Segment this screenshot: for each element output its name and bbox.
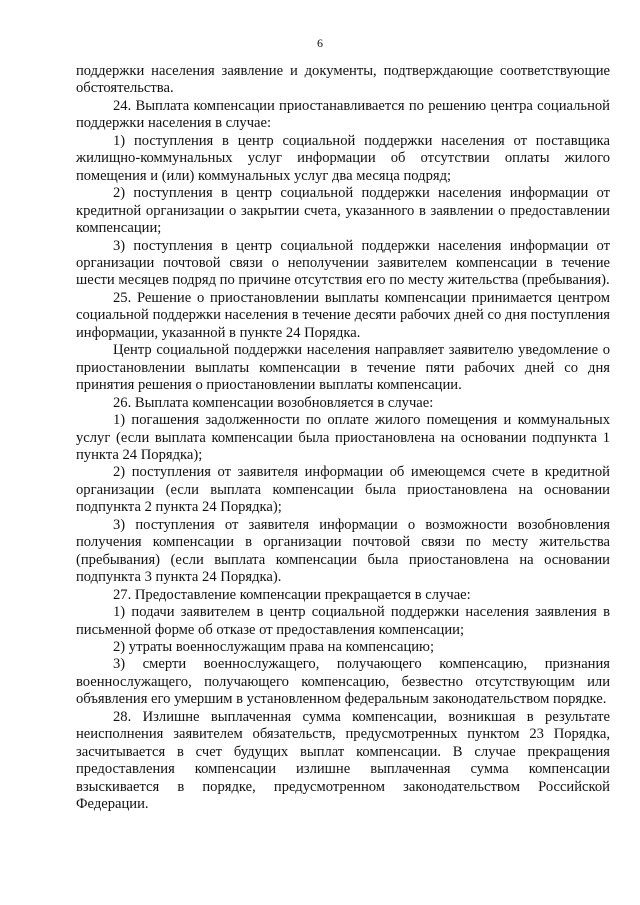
paragraph-item-26: 26. Выплата компенсации возобновляется в случае: [113, 394, 434, 411]
paragraph-subitem-26-3: 3) поступления от заявителя информации о возможности возобновления получения компенсации в организации почтовой связи по месту жительства (пребывания) (если выплата компенсации была приостановлена на основании подпункта 3 пункта 24 Порядка). [76, 516, 610, 586]
document-body [76, 63, 610, 813]
paragraph-subitem-27-1: 1) подачи заявителем в центр социальной поддержки населения заявления в письменной форме об отказе от предоставления компенсации; [76, 604, 610, 638]
paragraph-continuation: поддержки населения заявление и документы, подтверждающие соответствующие обстоятельства. [76, 63, 610, 97]
paragraph-subitem-27-3: 3) смерти военнослужащего, получающего компенсацию, признания военнослужащего, получающего компенсацию, безвестно отсутствующим или объявления его умершим в установленном федеральным законодательством порядке. [76, 656, 610, 708]
paragraph-subitem-27-2: 2) утраты военнослужащим права на компенсацию; [113, 638, 435, 655]
paragraph-subitem-26-1: 1) погашения задолженности по оплате жилого помещения и коммунальных услуг (если выплата компенсации была приостановлена на основании подпункта 1 пункта 24 Порядка); [76, 412, 610, 463]
paragraph-item-25-notice: Центр социальной поддержки населения направляет заявителю уведомление о приостановлении выплаты компенсации в течение пяти рабочих дней со дня принятия решения о приостановлении выплаты компенсации. [76, 342, 610, 394]
paragraph-item-24: 24. Выплата компенсации приостанавливается по решению центра социальной поддержки населения в случае: [76, 97, 610, 132]
paragraph-item-27: 27. Предоставление компенсации прекращается в случае: [113, 586, 471, 603]
paragraph-subitem-24-2: 2) поступления в центр социальной поддержки населения информации от кредитной организации о закрытии счета, указанного в заявлении о предоставлении компенсации; [76, 185, 610, 237]
paragraph-subitem-26-2: 2) поступления от заявителя информации об имеющемся счете в кредитной организации (если выплата компенсации была приостановлена на основании подпункта 2 пункта 24 Порядка); [76, 464, 610, 516]
paragraph-subitem-24-3: 3) поступления в центр социальной поддержки населения информации от организации почтовой связи о неполучении заявителем компенсации в течение шести месяцев подряд по причине отсутствия его по месту жительства (пребывания). [76, 237, 610, 289]
paragraph-item-25: 25. Решение о приостановлении выплаты компенсации принимается центром социальной поддержки населения в течение десяти рабочих дней со дня поступления информации, указанной в пункте 24 Порядка. [76, 289, 610, 341]
paragraph-subitem-24-1: 1) поступления в центр социальной поддержки населения от поставщика жилищно-коммунальных услуг информации об отсутствии оплаты жилого помещения и (или) коммунальных услуг два месяца подряд; [76, 132, 610, 184]
page-number: 6 [317, 36, 323, 50]
paragraph-item-28: 28. Излишне выплаченная сумма компенсации, возникшая в результате неисполнения заявителем обязательств, предусмотренных пунктом 23 Порядка, засчитывается в счет будущих выплат компенсации. В случае прекращения предоставления компенсации излишне выплаченная сумма компенсации взыскивается в порядке, предусмотренном законодательством Российской Федерации. [76, 708, 610, 813]
